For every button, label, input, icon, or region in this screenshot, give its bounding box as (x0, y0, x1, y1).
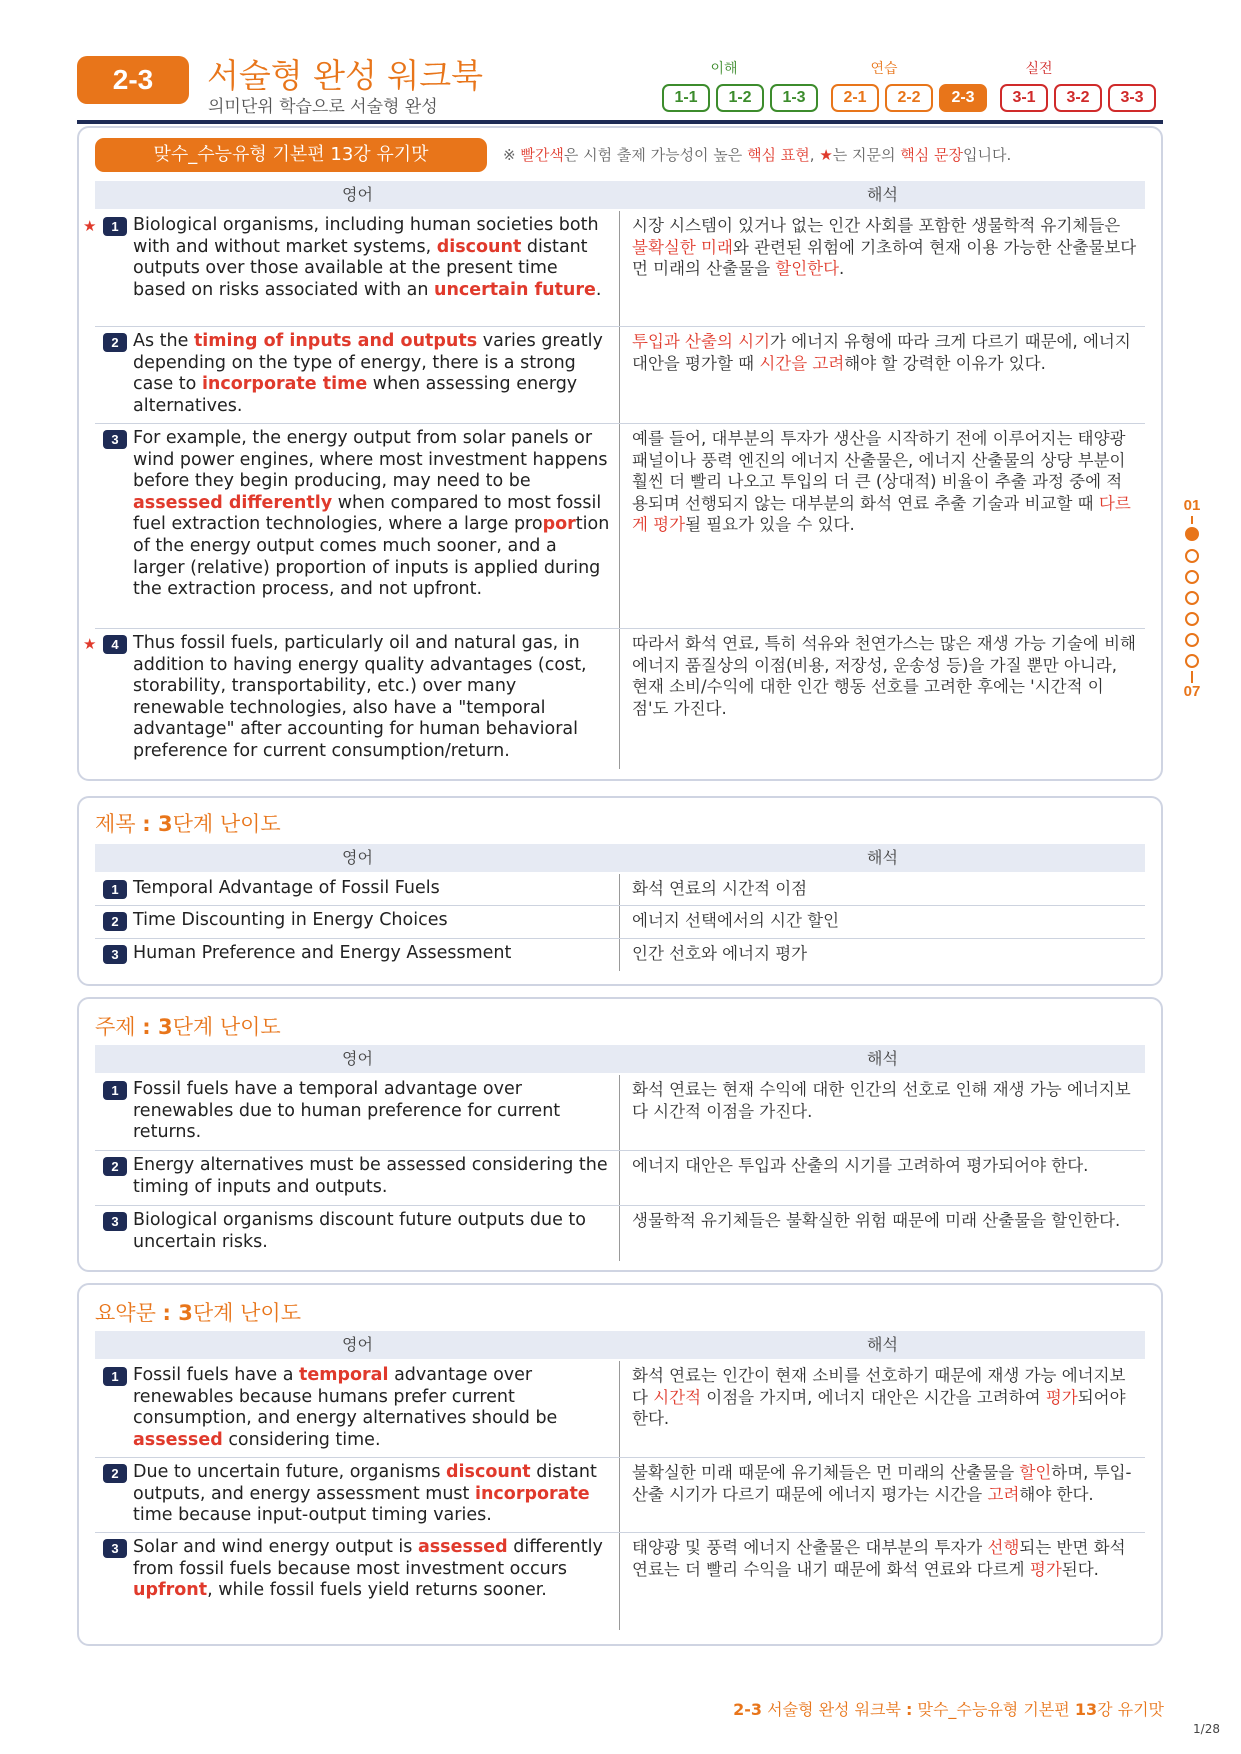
section-heading: 제목 : 3단계 난이도 (95, 812, 281, 836)
table-row (95, 1458, 1145, 1533)
korean-summary: 불확실한 미래 때문에 유기체들은 먼 미래의 산출물을 할인하며, 투입-산출 시기가 다르기 때문에 에너지 평가는 시간을 고려해야 한다. (632, 1463, 1132, 1504)
summary-table (95, 1361, 1145, 1630)
table-row (95, 1361, 1145, 1458)
english-theme: 2 Energy alternatives must be assessed considering the timing of inputs and outputs. (95, 1151, 620, 1205)
theme-section (77, 997, 1163, 1272)
page-progress-nav (1178, 497, 1206, 702)
step-tab-1-1[interactable]: 1-1 (662, 84, 710, 112)
step-tab-3-3[interactable]: 3-3 (1108, 84, 1156, 112)
korean-translation: 시장 시스템이 있거나 없는 인간 사회를 포함한 생물학적 유기체들은 불확실한 미래와 관련된 위험에 기초하여 현재 이용 가능한 산출물보다 먼 미래의 산출물을 할인한다. (632, 216, 1137, 279)
header-rule (77, 120, 1163, 124)
korean-translation: 따라서 화석 연료, 특히 석유와 천연가스는 많은 재생 가능 기술에 비해 에너지 품질상의 이점(비용, 저장성, 운송성 등)을 가질 뿐만 아니라, 현재 소비/수익에 대한 인간 행동 선호를 고려한 후에는 '시간적 이점'도 가진다. (632, 634, 1136, 718)
nav-dot[interactable] (1185, 570, 1199, 584)
nav-dot[interactable] (1185, 591, 1199, 605)
table-row (95, 939, 1145, 971)
step-tab-3-2[interactable]: 3-2 (1054, 84, 1102, 112)
summary-table-header (95, 1331, 1145, 1359)
sentence-number: 1 (103, 217, 127, 236)
table-row (95, 1151, 1145, 1206)
english-sentence: ★ 4 Thus fossil fuels, particularly oil and natural gas, in addition to having energy quality advantages (cost, storability, transportability, etc.) over many renewable technologies, also have a "temporal advantage" after accounting for human behavioral preference for current consumption/return. (95, 629, 620, 769)
passage-table-header (95, 181, 1145, 209)
source-pill: 맞수_수능유형 기본편 13강 유기맛 (95, 138, 487, 172)
nav-line (1191, 516, 1193, 524)
item-number: 2 (103, 1157, 127, 1176)
page-subtitle: 의미단위 학습으로 서술형 완성 (208, 97, 438, 117)
korean-theme: 화석 연료는 현재 수익에 대한 인간의 선호로 인해 재생 가능 에너지보다 시간적 이점을 가진다. (632, 1080, 1131, 1121)
step-tab-1-3[interactable]: 1-3 (770, 84, 818, 112)
item-number: 1 (103, 1081, 127, 1100)
korean-theme: 생물학적 유기체들은 불확실한 위험 때문에 미래 산출물을 할인한다. (632, 1211, 1121, 1230)
nav-label-start: 01 (1183, 497, 1201, 514)
key-sentence-star-icon: ★ (83, 635, 97, 653)
item-number: 2 (103, 1464, 127, 1483)
group-label-real: 실전 (1025, 61, 1053, 77)
table-row (95, 327, 1145, 424)
title-table (95, 874, 1145, 971)
english-summary: 1 Fossil fuels have a temporal advantage over renewables because humans prefer current consumption, and energy alternatives should be assessed considering time. (95, 1361, 620, 1457)
nav-dot[interactable] (1185, 633, 1199, 647)
col-english: 영어 (342, 1335, 373, 1354)
item-number: 3 (103, 1212, 127, 1231)
col-korean: 해석 (867, 848, 898, 867)
theme-table-header (95, 1045, 1145, 1073)
section-heading: 주제 : 3단계 난이도 (95, 1015, 281, 1039)
nav-dot[interactable] (1185, 654, 1199, 668)
table-row (95, 424, 1145, 629)
nav-dot[interactable] (1185, 549, 1199, 563)
english-sentence: 3 For example, the energy output from solar panels or wind power engines, where most investment happens before they begin producing, may need to be assessed differently when compared to most fossil fuel extraction technologies, where a large proportion of the energy output comes much sooner, and a larger (relative) proportion of inputs is applied during the extraction process, and not upfront. (95, 424, 620, 628)
item-number: 3 (103, 1539, 127, 1558)
sentence-number: 4 (103, 635, 127, 654)
korean-translation: 예를 들어, 대부분의 투자가 생산을 시작하기 전에 이루어지는 태양광 패널이나 풍력 엔진의 에너지 산출물은, 에너지 산출물의 상당 부분이 훨씬 더 빨리 나오고 투입의 더 큰 (상대적) 비율이 추출 과정 중에 적용되며 선행되지 않는 대부분의 화석 연료 추출 기술과 비교할 때 다르게 평가될 필요가 있을 수 있다. (632, 429, 1131, 535)
key-sentence-star-icon: ★ (83, 217, 97, 235)
group-label-practice: 연습 (870, 61, 898, 77)
page-footer: 2-3 서술형 완성 워크북 : 맞수_수능유형 기본편 13강 유기맛 (733, 1700, 1164, 1719)
korean-title: 인간 선호와 에너지 평가 (632, 944, 808, 963)
english-title: 1 Temporal Advantage of Fossil Fuels (95, 874, 620, 905)
theme-table (95, 1075, 1145, 1261)
english-sentence: ★ 1 Biological organisms, including human societies both with and without market systems, discount distant outputs over those available at the present time based on risks associated with an uncertain future. (95, 211, 620, 326)
item-number: 1 (103, 880, 127, 899)
item-number: 3 (103, 945, 127, 964)
table-row (95, 874, 1145, 906)
nav-line (1191, 671, 1193, 683)
english-summary: 2 Due to uncertain future, organisms discount distant outputs, and energy assessment must incorporate time because input-output timing varies. (95, 1458, 620, 1532)
table-row (95, 1075, 1145, 1151)
table-row (83, 211, 1145, 327)
step-tab-3-1[interactable]: 3-1 (1000, 84, 1048, 112)
legend-note: ※ 빨간색은 시험 출제 가능성이 높은 핵심 표현, ★는 지문의 핵심 문장입니다. (503, 146, 1012, 164)
sentence-number: 2 (103, 333, 127, 352)
korean-title: 에너지 선택에서의 시간 할인 (632, 911, 840, 930)
summary-section (77, 1283, 1163, 1646)
page-header (77, 50, 1163, 126)
korean-translation: 투입과 산출의 시기가 에너지 유형에 따라 크게 다르기 때문에, 에너지 대안을 평가할 때 시간을 고려해야 할 강력한 이유가 있다. (632, 332, 1131, 373)
col-english: 영어 (342, 1049, 373, 1068)
table-row (95, 906, 1145, 939)
table-row (83, 629, 1145, 769)
col-english: 영어 (342, 848, 373, 867)
item-number: 2 (103, 912, 127, 931)
group-label-understand: 이해 (710, 61, 738, 77)
english-theme: 1 Fossil fuels have a temporal advantage over renewables due to human preference for current returns. (95, 1075, 620, 1150)
korean-title: 화석 연료의 시간적 이점 (632, 879, 808, 898)
nav-dot-active[interactable] (1185, 527, 1199, 541)
unit-badge: 2-3 (77, 56, 189, 104)
col-korean: 해석 (867, 185, 898, 204)
passage-table (83, 211, 1145, 769)
col-korean: 해석 (867, 1335, 898, 1354)
nav-dot[interactable] (1185, 612, 1199, 626)
item-number: 1 (103, 1367, 127, 1386)
english-title: 3 Human Preference and Energy Assessment (95, 939, 620, 971)
col-korean: 해석 (867, 1049, 898, 1068)
step-tab-2-1[interactable]: 2-1 (831, 84, 879, 112)
table-row (95, 1533, 1145, 1630)
english-summary: 3 Solar and wind energy output is assessed differently from fossil fuels because most investment occurs upfront, while fossil fuels yield returns sooner. (95, 1533, 620, 1630)
step-tab-1-2[interactable]: 1-2 (716, 84, 764, 112)
title-section (77, 796, 1163, 986)
section-heading: 요약문 : 3단계 난이도 (95, 1301, 301, 1325)
korean-summary: 화석 연료는 인간이 현재 소비를 선호하기 때문에 재생 가능 에너지보다 시간적 이점을 가지며, 에너지 대안은 시간을 고려하여 평가되어야 한다. (632, 1366, 1126, 1429)
english-title: 2 Time Discounting in Energy Choices (95, 906, 620, 938)
page-title: 서술형 완성 워크북 (207, 56, 484, 95)
table-row (95, 1206, 1145, 1261)
nav-label-end: 07 (1183, 683, 1201, 700)
col-english: 영어 (342, 185, 373, 204)
english-theme: 3 Biological organisms discount future outputs due to uncertain risks. (95, 1206, 620, 1261)
step-tab-2-3[interactable]: 2-3 (939, 84, 987, 112)
title-table-header (95, 844, 1145, 872)
english-sentence: 2 As the timing of inputs and outputs varies greatly depending on the type of energy, there is a strong case to incorporate time when assessing energy alternatives. (95, 327, 620, 423)
step-tab-2-2[interactable]: 2-2 (885, 84, 933, 112)
sentence-number: 3 (103, 430, 127, 449)
korean-summary: 태양광 및 풍력 에너지 산출물은 대부분의 투자가 선행되는 반면 화석 연료는 더 빨리 수익을 내기 때문에 화석 연료와 다르게 평가된다. (632, 1538, 1126, 1579)
page-number: 1/28 (1193, 1722, 1220, 1736)
korean-theme: 에너지 대안은 투입과 산출의 시기를 고려하여 평가되어야 한다. (632, 1156, 1089, 1175)
passage-section (77, 126, 1163, 781)
